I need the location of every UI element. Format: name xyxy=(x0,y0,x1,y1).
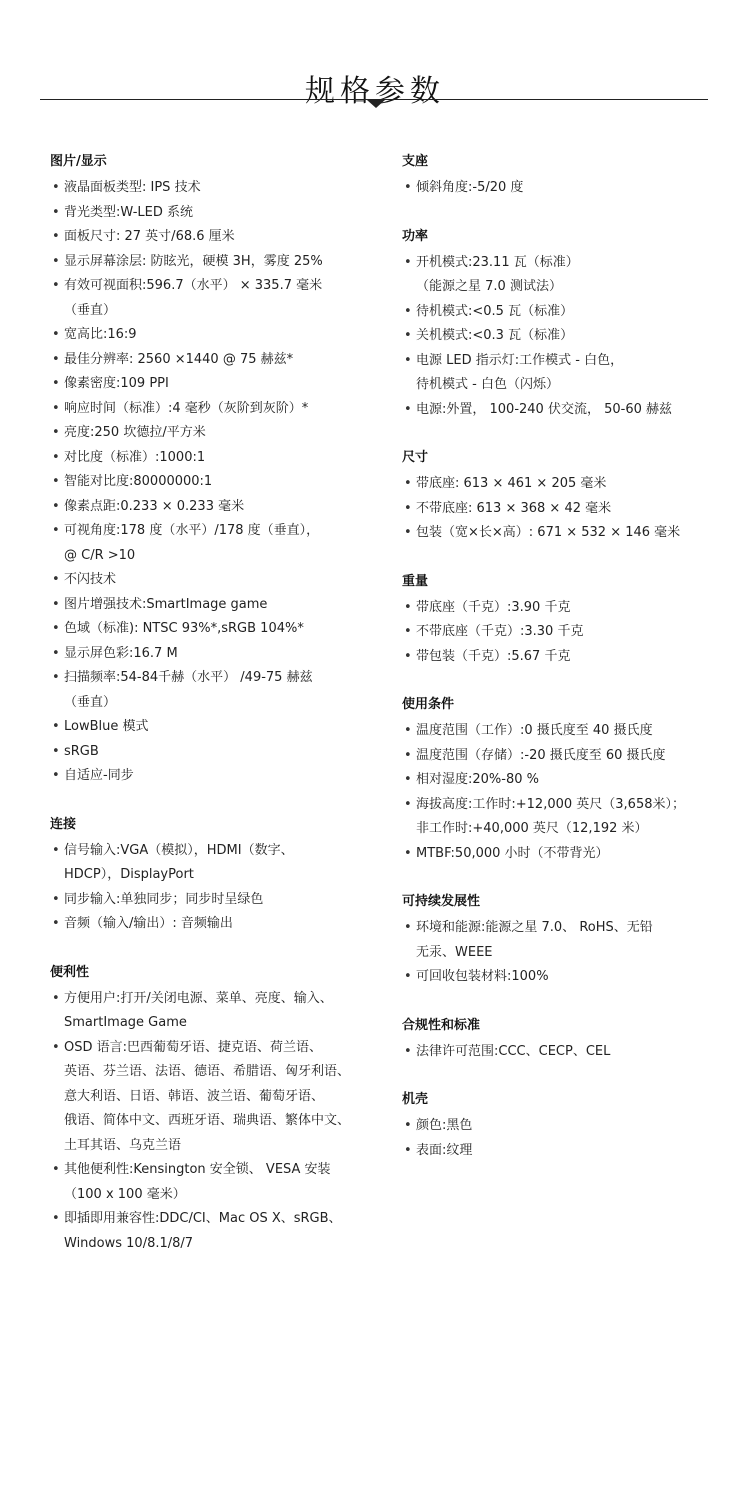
spec-list xyxy=(402,472,722,546)
spec-item xyxy=(50,642,380,667)
bullet-icon: • xyxy=(52,916,60,931)
spec-item-text: （100 x 100 毫米） xyxy=(64,1186,186,1202)
spec-item-text: 音频（输入/输出）: 音频输出 xyxy=(64,916,233,931)
spec-item xyxy=(50,201,380,226)
spec-item xyxy=(402,596,722,621)
bullet-icon: • xyxy=(52,990,60,1006)
spec-item-text: 即插即用兼容性:DDC/CI、Mac OS X、sRGB、 xyxy=(64,1211,342,1226)
spec-item xyxy=(402,793,722,842)
bullet-icon: • xyxy=(52,645,60,661)
bullet-icon: • xyxy=(52,351,60,367)
spec-item-text: 像素点距:0.233 × 0.233 毫米 xyxy=(64,498,245,514)
spec-item-text: 显示屏幕涂层: 防眩光，硬模 3H，雾度 25% xyxy=(64,253,323,269)
bullet-icon: • xyxy=(52,719,60,734)
spec-item xyxy=(50,593,380,618)
spec-item-text: 倾斜角度:-5/20 度 xyxy=(416,180,524,195)
spec-item-text: 不带底座（千克）:3.30 千克 xyxy=(416,624,584,639)
spec-item-text: 亮度:250 坎德拉/平方米 xyxy=(64,425,206,440)
bullet-icon: • xyxy=(404,723,412,738)
bullet-icon: • xyxy=(404,599,412,615)
spec-item-text: （垂直） xyxy=(64,694,117,710)
spec-item xyxy=(402,349,722,398)
spec-column-left xyxy=(50,150,380,1280)
spec-item-text: 最佳分辨率: 2560 ×1440 @ 75 赫兹* xyxy=(64,351,294,367)
spec-item xyxy=(50,176,380,201)
bullet-icon: • xyxy=(404,624,412,639)
bullet-icon: • xyxy=(52,229,60,244)
spec-item xyxy=(402,1040,722,1065)
spec-section xyxy=(402,1088,722,1163)
spec-item-text: MTBF:50,000 小时（不带背光） xyxy=(416,845,609,861)
bullet-icon: • xyxy=(404,969,412,984)
spec-item-text: 响应时间（标准）:4 毫秒（灰阶到灰阶）* xyxy=(64,400,309,416)
spec-item-text: 像素密度:109 PPI xyxy=(64,376,169,391)
spec-item-text: （能源之星 7.0 测试法） xyxy=(416,279,562,294)
spec-item xyxy=(50,839,380,888)
bullet-icon: • xyxy=(52,743,60,759)
spec-item xyxy=(402,916,722,965)
spec-item xyxy=(402,965,722,990)
spec-item-text: 可视角度:178 度（水平）/178 度（垂直）， xyxy=(64,523,320,538)
spec-item-text: 电源 LED 指示灯:工作模式 - 白色， xyxy=(416,352,624,368)
spec-item xyxy=(50,617,380,642)
spec-list xyxy=(50,987,380,1257)
section-heading: 使用条件 xyxy=(402,697,455,712)
bullet-icon: • xyxy=(404,254,412,270)
bullet-icon: • xyxy=(404,1142,412,1158)
spec-item xyxy=(50,470,380,495)
spec-item xyxy=(50,323,380,348)
bullet-icon: • xyxy=(404,180,412,195)
section-heading: 机壳 xyxy=(402,1092,429,1107)
bullet-icon: • xyxy=(404,500,412,516)
spec-item-text: 待机模式 - 白色（闪烁） xyxy=(416,377,559,392)
spec-section xyxy=(402,446,722,546)
section-heading: 图片/显示 xyxy=(50,154,107,169)
spec-list xyxy=(50,176,380,789)
spec-item xyxy=(402,744,722,769)
spec-item xyxy=(402,398,722,423)
spec-item-text: SmartImage Game xyxy=(64,1015,187,1030)
spec-section xyxy=(50,813,380,937)
spec-item xyxy=(402,521,722,546)
spec-item-text: 扫描频率:54-84千赫（水平） /49-75 赫兹 xyxy=(64,670,313,685)
spec-item xyxy=(402,768,722,793)
spec-item-text: 方便用户:打开/关闭电源、菜单、亮度、输入、 xyxy=(64,990,333,1006)
spec-item xyxy=(50,495,380,520)
bullet-icon: • xyxy=(52,621,60,636)
bullet-icon: • xyxy=(404,796,412,812)
spec-item-text: 温度范围（工作）:0 摄氏度至 40 摄氏度 xyxy=(416,723,653,738)
spec-item xyxy=(50,372,380,397)
spec-item-text: 温度范围（存储）:-20 摄氏度至 60 摄氏度 xyxy=(416,747,666,763)
spec-item-text: 英语、芬兰语、法语、德语、希腊语、匈牙利语、 xyxy=(64,1064,351,1079)
spec-item-text: 不带底座: 613 × 368 × 42 毫米 xyxy=(416,500,612,516)
spec-list xyxy=(50,839,380,937)
spec-section xyxy=(402,570,722,670)
bullet-icon: • xyxy=(404,328,412,343)
spec-item-text: 包装（宽×长×高）: 671 × 532 × 146 毫米 xyxy=(416,525,681,540)
spec-item xyxy=(402,472,722,497)
spec-item-text: 非工作时:+40,000 英尺（12,192 米） xyxy=(416,821,648,836)
spec-item xyxy=(50,421,380,446)
spec-item-text: 待机模式:<0.5 瓦（标准） xyxy=(416,303,574,319)
spec-item-text: 表面:纹理 xyxy=(416,1142,473,1158)
bullet-icon: • xyxy=(52,1039,60,1055)
section-heading: 便利性 xyxy=(50,964,90,980)
spec-item-text: 带包装（千克）:5.67 千克 xyxy=(416,648,571,664)
spec-list xyxy=(402,1114,722,1163)
spec-item xyxy=(402,300,722,325)
spec-item xyxy=(50,348,380,373)
spec-item-text: 不闪技术 xyxy=(64,572,117,587)
spec-section xyxy=(402,1014,722,1065)
spec-item-text: 同步输入:单独同步；同步时呈绿色 xyxy=(64,891,264,907)
spec-item-text: sRGB xyxy=(64,743,99,759)
spec-item-text: 带底座: 613 × 461 × 205 毫米 xyxy=(416,476,607,491)
page-title: 规格参数 xyxy=(305,74,445,110)
spec-item xyxy=(402,324,722,349)
bullet-icon: • xyxy=(52,204,60,220)
bullet-icon: • xyxy=(52,425,60,440)
bullet-icon: • xyxy=(404,352,412,368)
spec-item-text: 意大利语、日语、韩语、波兰语、葡萄牙语、 xyxy=(64,1088,325,1104)
spec-item-text: @ C/R >10 xyxy=(64,547,136,563)
section-heading: 合规性和标准 xyxy=(402,1017,481,1033)
spec-item xyxy=(50,446,380,471)
bullet-icon: • xyxy=(52,842,60,858)
spec-item-text: 对比度（标准）:1000:1 xyxy=(64,449,206,465)
spec-item xyxy=(402,251,722,300)
bullet-icon: • xyxy=(404,648,412,664)
spec-section xyxy=(402,890,722,990)
spec-item xyxy=(402,1114,722,1139)
bullet-icon: • xyxy=(404,476,412,491)
spec-item-text: 宽高比:16:9 xyxy=(64,327,137,342)
bullet-icon: • xyxy=(52,474,60,489)
bullet-icon: • xyxy=(52,670,60,685)
bullet-icon: • xyxy=(52,768,60,783)
bullet-icon: • xyxy=(404,401,412,417)
section-heading: 支座 xyxy=(402,154,429,169)
spec-item xyxy=(402,842,722,867)
spec-section xyxy=(402,693,722,866)
spec-item xyxy=(50,225,380,250)
bullet-icon: • xyxy=(52,1211,60,1226)
section-heading: 功率 xyxy=(402,228,429,244)
title-divider-arrow-icon xyxy=(367,100,385,108)
spec-item-text: 色域（标准): NTSC 93%*,sRGB 104%* xyxy=(64,621,304,636)
spec-item-text: 信号输入:VGA（模拟），HDMI（数字、 xyxy=(64,842,294,858)
bullet-icon: • xyxy=(404,303,412,319)
bullet-icon: • xyxy=(404,525,412,540)
bullet-icon: • xyxy=(404,845,412,861)
spec-item-text: 显示屏色彩:16.7 M xyxy=(64,645,178,661)
spec-section xyxy=(50,961,380,1257)
section-heading: 可持续发展性 xyxy=(402,894,481,909)
spec-item-text: 土耳其语、乌克兰语 xyxy=(64,1137,182,1153)
spec-item-text: Windows 10/8.1/8/7 xyxy=(64,1235,194,1251)
section-heading: 重量 xyxy=(402,573,429,589)
bullet-icon: • xyxy=(404,747,412,763)
spec-item xyxy=(402,719,722,744)
spec-item-text: 俄语、简体中文、西班牙语、瑞典语、繁体中文、 xyxy=(64,1113,351,1128)
spec-item xyxy=(402,497,722,522)
bullet-icon: • xyxy=(52,1162,60,1177)
spec-item xyxy=(402,620,722,645)
spec-item-text: （垂直） xyxy=(64,302,117,318)
spec-item-text: 图片增强技术:SmartImage game xyxy=(64,596,268,612)
spec-item-text: 相对湿度:20%-80 % xyxy=(416,772,539,787)
bullet-icon: • xyxy=(52,376,60,391)
section-heading: 尺寸 xyxy=(402,450,429,465)
spec-section xyxy=(402,225,722,423)
spec-item-text: 有效可视面积:596.7（水平） × 335.7 毫米 xyxy=(64,278,323,293)
spec-item xyxy=(50,740,380,765)
spec-item xyxy=(402,176,722,201)
spec-item xyxy=(50,1207,380,1256)
spec-item-text: 液晶面板类型: IPS 技术 xyxy=(64,180,201,195)
spec-item-text: 背光类型:W-LED 系统 xyxy=(64,204,193,220)
spec-item-text: 海拔高度:工作时:+12,000 英尺（3,658米）； xyxy=(416,796,685,812)
spec-item xyxy=(402,1139,722,1164)
spec-item-text: 其他便利性:Kensington 安全锁、 VESA 安装 xyxy=(64,1162,331,1177)
spec-item-text: HDCP），DisplayPort xyxy=(64,867,194,882)
spec-item-text: 智能对比度:80000000:1 xyxy=(64,474,213,489)
bullet-icon: • xyxy=(52,278,60,293)
spec-item xyxy=(50,1036,380,1159)
bullet-icon: • xyxy=(52,180,60,195)
spec-item xyxy=(50,1158,380,1207)
spec-column-right xyxy=(402,150,722,1187)
bullet-icon: • xyxy=(52,327,60,342)
spec-item xyxy=(50,519,380,568)
spec-list xyxy=(402,1040,722,1065)
spec-section xyxy=(50,150,380,789)
spec-item xyxy=(50,568,380,593)
spec-item-text: 可回收包装材料:100% xyxy=(416,969,549,984)
spec-item xyxy=(50,397,380,422)
bullet-icon: • xyxy=(52,253,60,269)
spec-item xyxy=(50,666,380,715)
spec-item-text: 面板尺寸: 27 英寸/68.6 厘米 xyxy=(64,229,235,244)
bullet-icon: • xyxy=(404,920,412,935)
spec-item-text: 关机模式:<0.3 瓦（标准） xyxy=(416,328,574,343)
bullet-icon: • xyxy=(52,891,60,907)
spec-item-text: 颜色:黑色 xyxy=(416,1118,473,1133)
spec-list xyxy=(402,916,722,990)
spec-item xyxy=(50,987,380,1036)
spec-item xyxy=(50,715,380,740)
bullet-icon: • xyxy=(52,596,60,612)
spec-list xyxy=(402,596,722,670)
spec-item-text: 开机模式:23.11 瓦（标准） xyxy=(416,254,579,270)
bullet-icon: • xyxy=(52,572,60,587)
bullet-icon: • xyxy=(404,1043,412,1059)
bullet-icon: • xyxy=(52,498,60,514)
spec-item xyxy=(50,912,380,937)
spec-item-text: 环境和能源:能源之星 7.0、 RoHS、无铅 xyxy=(416,920,653,935)
spec-section xyxy=(402,150,722,201)
spec-list xyxy=(402,176,722,201)
bullet-icon: • xyxy=(404,1118,412,1133)
bullet-icon: • xyxy=(52,523,60,538)
spec-list xyxy=(402,251,722,423)
section-heading: 连接 xyxy=(50,816,77,832)
bullet-icon: • xyxy=(404,772,412,787)
bullet-icon: • xyxy=(52,449,60,465)
spec-item-text: 无汞、WEEE xyxy=(416,944,493,960)
spec-item xyxy=(50,888,380,913)
spec-item xyxy=(50,274,380,323)
spec-item-text: LowBlue 模式 xyxy=(64,719,149,734)
spec-item xyxy=(402,645,722,670)
spec-item-text: 电源:外置， 100-240 伏交流， 50-60 赫兹 xyxy=(416,401,673,417)
spec-item xyxy=(50,250,380,275)
spec-item xyxy=(50,764,380,789)
spec-item-text: OSD 语言:巴西葡萄牙语、捷克语、荷兰语、 xyxy=(64,1039,323,1055)
bullet-icon: • xyxy=(52,400,60,416)
spec-item-text: 自适应-同步 xyxy=(64,768,134,783)
spec-list xyxy=(402,719,722,866)
spec-item-text: 法律许可范围:CCC、CECP、CEL xyxy=(416,1043,611,1059)
spec-item-text: 带底座（千克）:3.90 千克 xyxy=(416,599,571,615)
